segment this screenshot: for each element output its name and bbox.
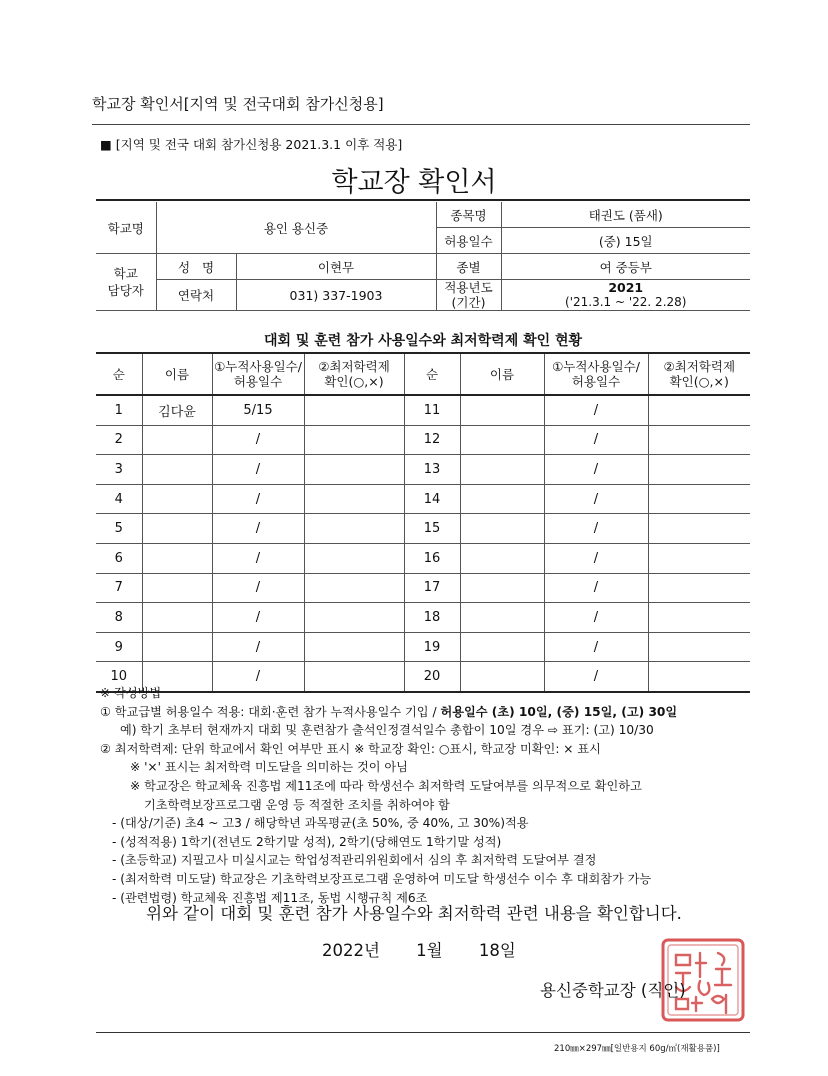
row-number-right: 13 (404, 455, 460, 485)
note-min-achievement: ② 최저학력제: 단위 학교에서 확인 여부만 표시 ※ 학교장 확인: ○표시, 학교장 미확인: × 표시 (100, 741, 601, 756)
header-number: 순 (96, 353, 142, 395)
student-name: 김다윤 (142, 395, 212, 425)
row-number: 3 (96, 455, 142, 485)
section-title: 대회 및 훈련 참가 사용일수와 최저학력제 확인 현황 (263, 333, 583, 349)
allowed-days-value: (중) 15일 (501, 228, 750, 254)
row-number-right: 17 (404, 573, 460, 603)
student-name (142, 425, 212, 455)
note-principal-duty: ※ 학교장은 학교체육 진흥법 제11조에 따라 학생선수 최저학력 도달여부를 의무적으로 확인하고 (130, 778, 642, 793)
date-day: 18일 (478, 941, 516, 960)
header-check: ②최저학력제 확인(○,×) (304, 353, 404, 395)
row-number: 7 (96, 573, 142, 603)
phone-label: 연락처 (156, 280, 236, 311)
achievement-check-right (648, 455, 750, 485)
cumulative-days: / (212, 603, 304, 633)
year-label: 적용년도 (기간) (436, 280, 501, 311)
cumulative-days: / (212, 662, 304, 692)
table-row (96, 395, 750, 425)
table-row (96, 484, 750, 514)
row-number: 5 (96, 514, 142, 544)
top-divider (92, 124, 750, 125)
row-number-right: 11 (404, 395, 460, 425)
achievement-check-right (648, 632, 750, 662)
cumulative-days-right: / (544, 455, 648, 485)
cumulative-days: / (212, 425, 304, 455)
year-value: 2021 (608, 280, 644, 295)
cumulative-days: / (212, 632, 304, 662)
cumulative-days: / (212, 543, 304, 573)
school-name-value: 용인 용신중 (156, 202, 436, 254)
school-info-table (96, 202, 750, 311)
achievement-check (304, 484, 404, 514)
event-label: 종목명 (436, 202, 501, 228)
category-label: 종별 (436, 254, 501, 280)
table-row (96, 425, 750, 455)
application-notice: ■ [지역 및 전국 대회 참가신청용 2021.3.1 이후 적용] (100, 137, 403, 152)
notes-heading: ※ 작성방법 (100, 686, 162, 700)
paper-spec-footer: 210㎜×297㎜[일반용지 60g/㎡(재활용품)] (554, 1044, 720, 1054)
achievement-check (304, 514, 404, 544)
achievement-check (304, 543, 404, 573)
roster-header-row (96, 353, 750, 395)
achievement-check-right (648, 573, 750, 603)
header-check-right: ②최저학력제 확인(○,×) (648, 353, 750, 395)
document-header: 학교장 확인서[지역 및 전국대회 참가신청용] (92, 95, 384, 113)
cumulative-days: 5/15 (212, 395, 304, 425)
bottom-divider (96, 1032, 750, 1033)
row-number: 4 (96, 484, 142, 514)
achievement-check (304, 455, 404, 485)
table-row (96, 603, 750, 633)
page-title: 학교장 확인서 (331, 167, 497, 198)
student-name (142, 603, 212, 633)
principal-signature: 용신중학교장 (직인) (540, 981, 686, 1000)
header-name: 이름 (142, 353, 212, 395)
student-name (142, 573, 212, 603)
cumulative-days: / (212, 573, 304, 603)
achievement-check (304, 425, 404, 455)
cumulative-days-right: / (544, 425, 648, 455)
table-row (96, 455, 750, 485)
note-allowed-days-emphasis: 허용일수 (초) 10일, (중) 15일, (고) 30일 (440, 704, 678, 719)
note-principal-duty-cont: 기초학력보장프로그램 운영 등 적절한 조치를 취하여야 함 (144, 797, 450, 812)
category-value: 여 중등부 (501, 254, 750, 280)
student-name-right (460, 632, 544, 662)
event-value: 태권도 (품새) (501, 202, 750, 228)
note-bullet-grading: - (성적적용) 1학기(전년도 2학기말 성적), 2학기(당해연도 1학기말 성적) (112, 834, 502, 849)
student-name (142, 514, 212, 544)
period-value: ('21.3.1 ~ '22. 2.28) (565, 295, 687, 309)
row-number: 6 (96, 543, 142, 573)
achievement-check-right (648, 514, 750, 544)
note-bullet-not-reached: - (최저학력 미도달) 학교장은 기초학력보장프로그램 운영하여 미도달 학생선수 이수 후 대회참가 가능 (112, 871, 652, 886)
cumulative-days: / (212, 514, 304, 544)
phone-value: 031) 337-1903 (236, 280, 436, 311)
row-number-right: 14 (404, 484, 460, 514)
year-cell (501, 280, 750, 311)
student-name-right (460, 455, 544, 485)
cumulative-days-right: / (544, 395, 648, 425)
cumulative-days-right: / (544, 603, 648, 633)
student-name-right (460, 543, 544, 573)
student-name-right (460, 514, 544, 544)
cumulative-days: / (212, 484, 304, 514)
date-month: 1월 (416, 941, 443, 960)
row-number: 2 (96, 425, 142, 455)
row-number: 1 (96, 395, 142, 425)
contact-person-label: 학교 담당자 (96, 254, 156, 311)
student-name (142, 543, 212, 573)
row-number-right: 12 (404, 425, 460, 455)
table-row (96, 543, 750, 573)
cumulative-days: / (212, 455, 304, 485)
table-row (96, 632, 750, 662)
row-number-right: 19 (404, 632, 460, 662)
row-number-right: 16 (404, 543, 460, 573)
student-name-right (460, 603, 544, 633)
cumulative-days-right: / (544, 573, 648, 603)
achievement-check (304, 395, 404, 425)
achievement-check (304, 573, 404, 603)
student-name (142, 484, 212, 514)
row-number-right: 15 (404, 514, 460, 544)
cumulative-days-right: / (544, 662, 648, 692)
confirmation-statement: 위와 같이 대회 및 훈련 참가 사용일수와 최저학력 관련 내용을 확인합니다. (146, 904, 682, 923)
title-divider (96, 199, 750, 201)
note-bullet-elementary: - (초등학교) 지필고사 미실시교는 학업성적관리위원회에서 심의 후 최저학력 도달여부 결정 (112, 853, 597, 868)
student-name-right (460, 484, 544, 514)
row-number: 9 (96, 632, 142, 662)
cumulative-days-right: / (544, 632, 648, 662)
cumulative-days-right: / (544, 514, 648, 544)
cumulative-days-right: / (544, 484, 648, 514)
student-name (142, 455, 212, 485)
note-allowed-days-text: ① 학교급별 허용일수 적용: 대회·훈련 참가 누적사용일수 기입 / (100, 704, 441, 719)
header-name-right: 이름 (460, 353, 544, 395)
header-number-right: 순 (404, 353, 460, 395)
writing-instructions (100, 684, 760, 907)
student-name-right (460, 425, 544, 455)
student-name-right (460, 573, 544, 603)
allowed-days-label: 허용일수 (436, 228, 501, 254)
achievement-check-right (648, 395, 750, 425)
header-days: ①누적사용일수/ 허용일수 (212, 353, 304, 395)
row-number: 8 (96, 603, 142, 633)
achievement-check-right (648, 543, 750, 573)
row-number: 10 (96, 662, 142, 692)
student-name (142, 632, 212, 662)
row-number-right: 18 (404, 603, 460, 633)
note-x-meaning: ※ '×' 표시는 최저학력 미도달을 의미하는 것이 아님 (130, 760, 408, 775)
name-label: 성 명 (156, 254, 236, 280)
achievement-check-right (648, 603, 750, 633)
school-name-label: 학교명 (96, 202, 156, 254)
cumulative-days-right: / (544, 543, 648, 573)
name-value: 이현무 (236, 254, 436, 280)
date-year: 2022년 (322, 941, 380, 960)
note-example: 예) 학기 초부터 현재까지 대회 및 훈련참가 출석인정결석일수 총합이 10일 경우 ⇨ 표기: (고) 10/30 (120, 723, 654, 738)
note-bullet-target: - (대상/기준) 초4 ~ 고3 / 해당학년 과목평균(초 50%, 중 40%, 고 30%)적용 (112, 816, 529, 831)
achievement-check-right (648, 425, 750, 455)
note-allowed-days (100, 703, 760, 722)
achievement-check (304, 632, 404, 662)
issue-date (322, 937, 516, 961)
achievement-check-right (648, 484, 750, 514)
row-number-right: 20 (404, 662, 460, 692)
student-name-right (460, 395, 544, 425)
note-bullet-law: - (관련법령) 학교체육 진흥법 제11조, 동법 시행규칙 제6조 (112, 890, 428, 905)
header-days-right: ①누적사용일수/ 허용일수 (544, 353, 648, 395)
participation-roster-table (96, 352, 750, 693)
table-row (96, 573, 750, 603)
achievement-check (304, 603, 404, 633)
table-row (96, 514, 750, 544)
